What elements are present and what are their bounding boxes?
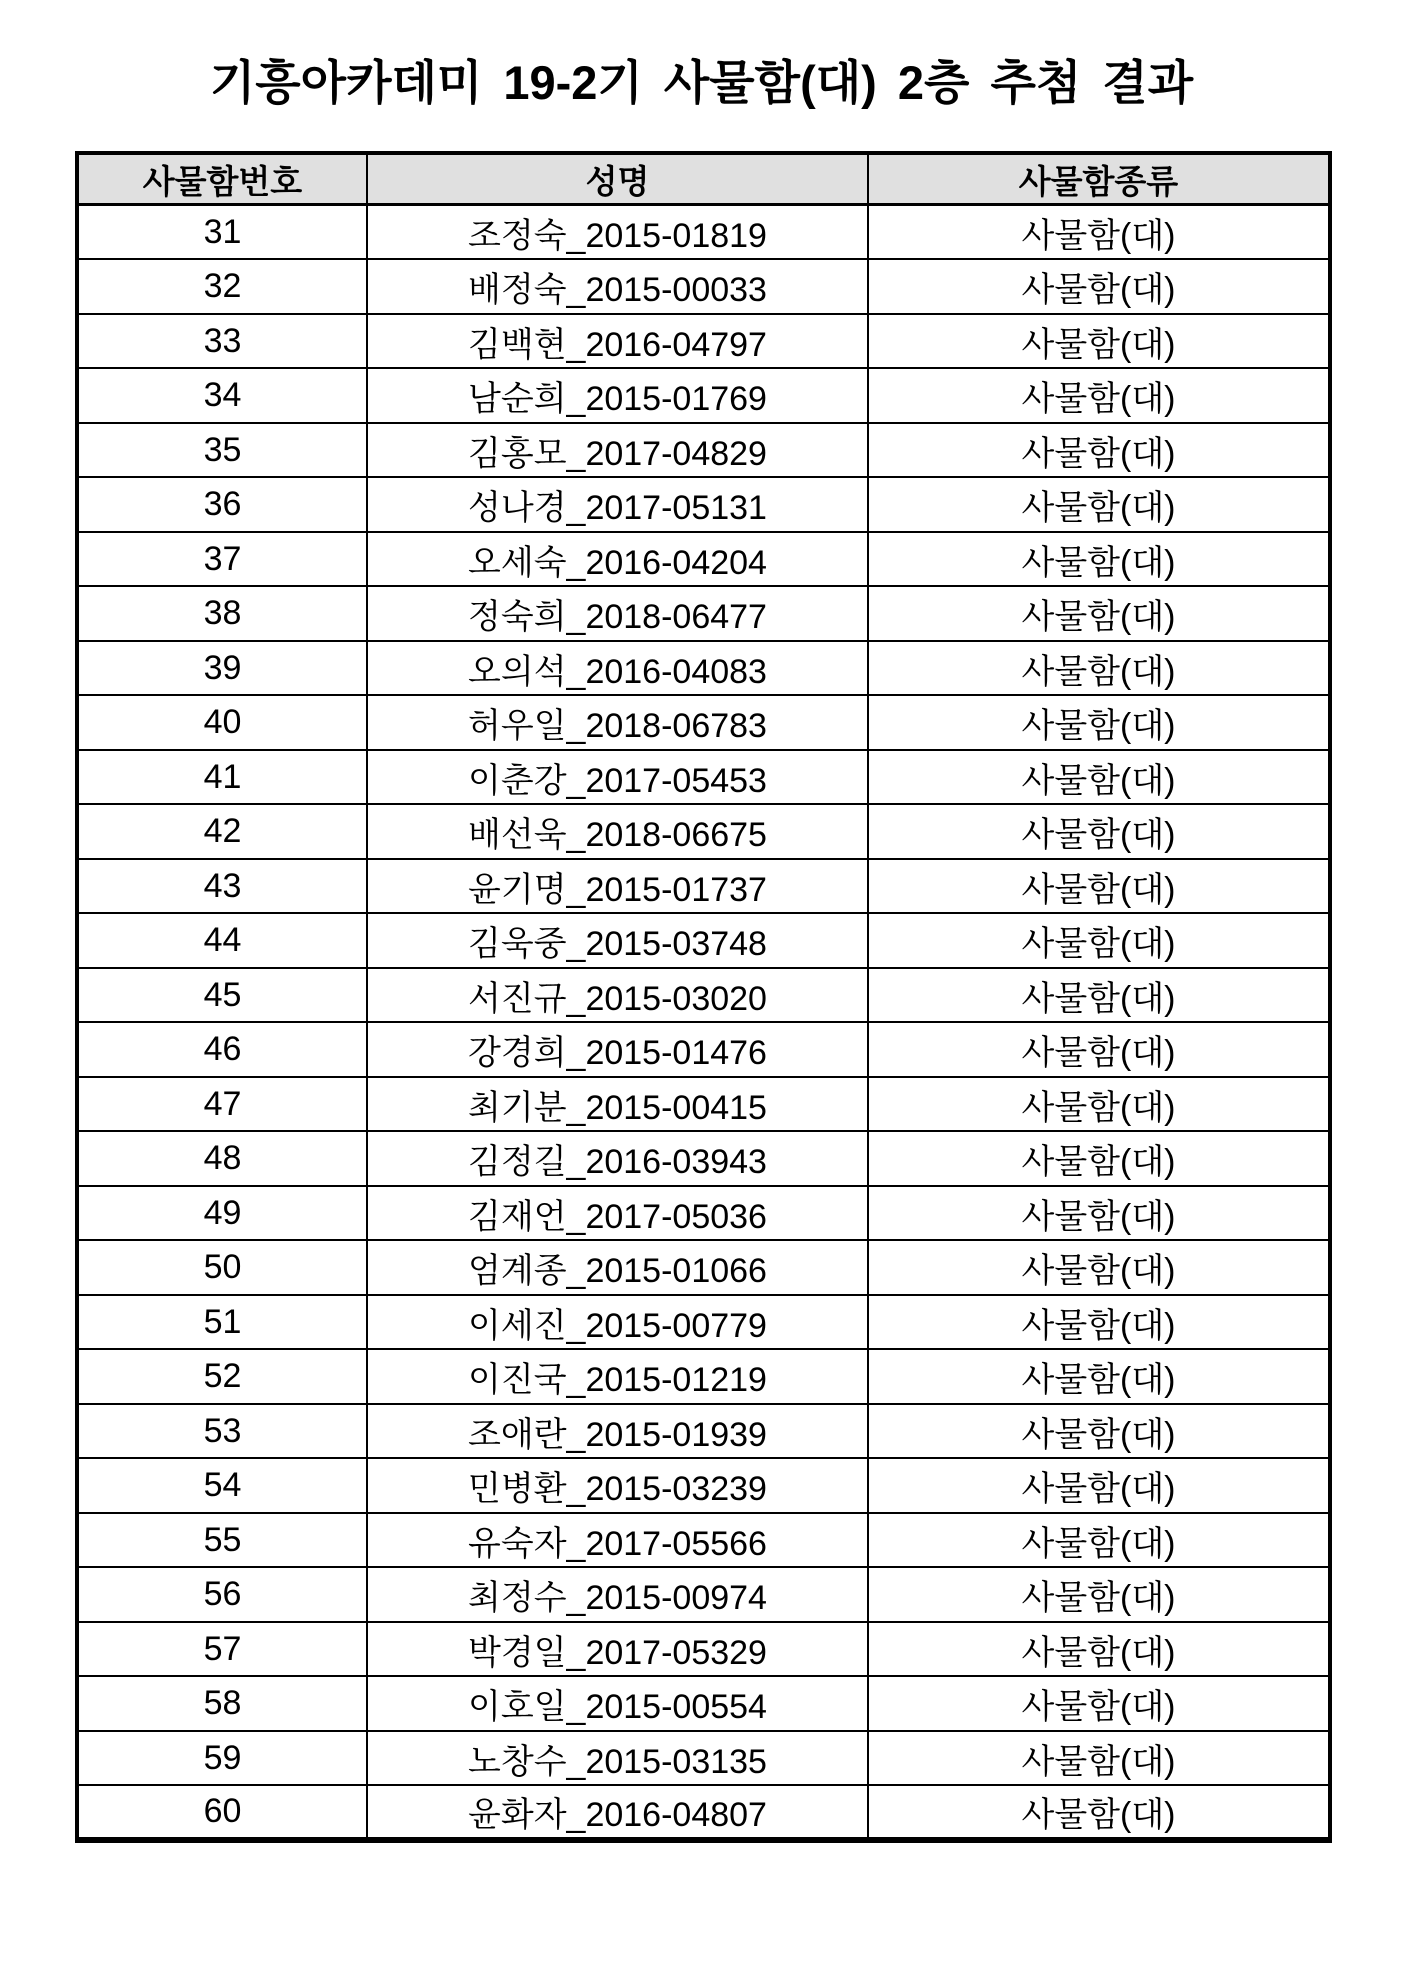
table-row bbox=[77, 859, 1330, 914]
locker-type-cell: 사물함(대) bbox=[868, 913, 1330, 968]
table-row bbox=[77, 532, 1330, 587]
locker-type-cell: 사물함(대) bbox=[868, 1131, 1330, 1186]
member-name-cell: 서진규_2015-03020 bbox=[367, 968, 868, 1023]
member-name-cell: 민병환_2015-03239 bbox=[367, 1458, 868, 1513]
member-name-cell: 배선욱_2018-06675 bbox=[367, 804, 868, 859]
member-name-cell: 이춘강_2017-05453 bbox=[367, 750, 868, 805]
locker-number-cell: 35 bbox=[77, 423, 367, 478]
page-title: 기흥아카데미 19-2기 사물함(대) 2층 추첨 결과 bbox=[209, 56, 1194, 109]
member-name-cell: 김백현_2016-04797 bbox=[367, 314, 868, 369]
locker-type-cell: 사물함(대) bbox=[868, 1295, 1330, 1350]
locker-type-cell: 사물함(대) bbox=[868, 532, 1330, 587]
table-row bbox=[77, 913, 1330, 968]
member-name-cell: 김욱중_2015-03748 bbox=[367, 913, 868, 968]
locker-type-cell: 사물함(대) bbox=[868, 695, 1330, 750]
table-row bbox=[77, 695, 1330, 750]
locker-number-cell: 39 bbox=[77, 641, 367, 696]
table-row bbox=[77, 1022, 1330, 1077]
member-name-cell: 최기분_2015-00415 bbox=[367, 1077, 868, 1132]
member-name-cell: 남순희_2015-01769 bbox=[367, 368, 868, 423]
table-row bbox=[77, 205, 1330, 260]
table-row bbox=[77, 1458, 1330, 1513]
table-row bbox=[77, 1240, 1330, 1295]
locker-type-cell: 사물함(대) bbox=[868, 641, 1330, 696]
locker-table-container bbox=[75, 151, 1328, 1843]
locker-number-cell: 38 bbox=[77, 586, 367, 641]
locker-number-cell: 43 bbox=[77, 859, 367, 914]
member-name-cell: 강경희_2015-01476 bbox=[367, 1022, 868, 1077]
table-row bbox=[77, 1731, 1330, 1786]
table-row bbox=[77, 804, 1330, 859]
locker-number-cell: 32 bbox=[77, 259, 367, 314]
locker-number-cell: 33 bbox=[77, 314, 367, 369]
member-name-cell: 윤기명_2015-01737 bbox=[367, 859, 868, 914]
locker-number-cell: 55 bbox=[77, 1513, 367, 1568]
locker-number-cell: 50 bbox=[77, 1240, 367, 1295]
table-row bbox=[77, 1131, 1330, 1186]
locker-number-cell: 36 bbox=[77, 477, 367, 532]
header-row bbox=[77, 153, 1330, 205]
locker-number-cell: 53 bbox=[77, 1404, 367, 1459]
locker-type-cell: 사물함(대) bbox=[868, 859, 1330, 914]
locker-type-cell: 사물함(대) bbox=[868, 750, 1330, 805]
locker-type-cell: 사물함(대) bbox=[868, 1513, 1330, 1568]
table-row bbox=[77, 259, 1330, 314]
locker-type-cell: 사물함(대) bbox=[868, 423, 1330, 478]
member-name-cell: 엄계종_2015-01066 bbox=[367, 1240, 868, 1295]
member-name-cell: 허우일_2018-06783 bbox=[367, 695, 868, 750]
locker-type-cell: 사물함(대) bbox=[868, 1622, 1330, 1677]
locker-type-cell: 사물함(대) bbox=[868, 1077, 1330, 1132]
locker-table-body bbox=[77, 205, 1330, 1840]
table-row bbox=[77, 1295, 1330, 1350]
locker-type-cell: 사물함(대) bbox=[868, 259, 1330, 314]
locker-number-cell: 56 bbox=[77, 1567, 367, 1622]
locker-number-cell: 60 bbox=[77, 1785, 367, 1840]
locker-number-cell: 40 bbox=[77, 695, 367, 750]
locker-type-cell: 사물함(대) bbox=[868, 368, 1330, 423]
locker-number-cell: 45 bbox=[77, 968, 367, 1023]
locker-number-cell: 48 bbox=[77, 1131, 367, 1186]
table-row bbox=[77, 586, 1330, 641]
table-row bbox=[77, 750, 1330, 805]
member-name-cell: 노창수_2015-03135 bbox=[367, 1731, 868, 1786]
header-locker-number: 사물함번호 bbox=[77, 153, 367, 205]
locker-number-cell: 34 bbox=[77, 368, 367, 423]
locker-number-cell: 41 bbox=[77, 750, 367, 805]
member-name-cell: 배정숙_2015-00033 bbox=[367, 259, 868, 314]
member-name-cell: 윤화자_2016-04807 bbox=[367, 1785, 868, 1840]
table-row bbox=[77, 641, 1330, 696]
member-name-cell: 김홍모_2017-04829 bbox=[367, 423, 868, 478]
locker-number-cell: 54 bbox=[77, 1458, 367, 1513]
table-row bbox=[77, 1567, 1330, 1622]
header-locker-type: 사물함종류 bbox=[868, 153, 1330, 205]
locker-type-cell: 사물함(대) bbox=[868, 968, 1330, 1023]
member-name-cell: 성나경_2017-05131 bbox=[367, 477, 868, 532]
locker-number-cell: 31 bbox=[77, 205, 367, 260]
locker-number-cell: 42 bbox=[77, 804, 367, 859]
table-row bbox=[77, 968, 1330, 1023]
locker-number-cell: 59 bbox=[77, 1731, 367, 1786]
locker-type-cell: 사물함(대) bbox=[868, 477, 1330, 532]
member-name-cell: 유숙자_2017-05566 bbox=[367, 1513, 868, 1568]
member-name-cell: 이진국_2015-01219 bbox=[367, 1349, 868, 1404]
header-member-name: 성명 bbox=[367, 153, 868, 205]
locker-number-cell: 58 bbox=[77, 1676, 367, 1731]
locker-type-cell: 사물함(대) bbox=[868, 804, 1330, 859]
table-row bbox=[77, 1622, 1330, 1677]
locker-type-cell: 사물함(대) bbox=[868, 1404, 1330, 1459]
locker-type-cell: 사물함(대) bbox=[868, 1186, 1330, 1241]
locker-number-cell: 46 bbox=[77, 1022, 367, 1077]
table-row bbox=[77, 477, 1330, 532]
locker-type-cell: 사물함(대) bbox=[868, 1785, 1330, 1840]
member-name-cell: 최정수_2015-00974 bbox=[367, 1567, 868, 1622]
member-name-cell: 오의석_2016-04083 bbox=[367, 641, 868, 696]
locker-number-cell: 37 bbox=[77, 532, 367, 587]
table-row bbox=[77, 1077, 1330, 1132]
member-name-cell: 정숙희_2018-06477 bbox=[367, 586, 868, 641]
locker-type-cell: 사물함(대) bbox=[868, 1567, 1330, 1622]
locker-type-cell: 사물함(대) bbox=[868, 1022, 1330, 1077]
table-row bbox=[77, 1513, 1330, 1568]
locker-table-header bbox=[77, 153, 1330, 205]
locker-number-cell: 52 bbox=[77, 1349, 367, 1404]
table-row bbox=[77, 1785, 1330, 1840]
member-name-cell: 이호일_2015-00554 bbox=[367, 1676, 868, 1731]
member-name-cell: 박경일_2017-05329 bbox=[367, 1622, 868, 1677]
member-name-cell: 김정길_2016-03943 bbox=[367, 1131, 868, 1186]
locker-number-cell: 49 bbox=[77, 1186, 367, 1241]
table-row bbox=[77, 1186, 1330, 1241]
locker-type-cell: 사물함(대) bbox=[868, 314, 1330, 369]
locker-number-cell: 44 bbox=[77, 913, 367, 968]
table-row bbox=[77, 314, 1330, 369]
locker-number-cell: 51 bbox=[77, 1295, 367, 1350]
locker-type-cell: 사물함(대) bbox=[868, 1458, 1330, 1513]
member-name-cell: 조애란_2015-01939 bbox=[367, 1404, 868, 1459]
locker-type-cell: 사물함(대) bbox=[868, 205, 1330, 260]
locker-type-cell: 사물함(대) bbox=[868, 1240, 1330, 1295]
member-name-cell: 이세진_2015-00779 bbox=[367, 1295, 868, 1350]
locker-type-cell: 사물함(대) bbox=[868, 1676, 1330, 1731]
table-row bbox=[77, 1349, 1330, 1404]
locker-number-cell: 47 bbox=[77, 1077, 367, 1132]
table-row bbox=[77, 368, 1330, 423]
locker-table bbox=[75, 151, 1332, 1843]
table-row bbox=[77, 423, 1330, 478]
member-name-cell: 조정숙_2015-01819 bbox=[367, 205, 868, 260]
locker-number-cell: 57 bbox=[77, 1622, 367, 1677]
table-row bbox=[77, 1676, 1330, 1731]
member-name-cell: 김재언_2017-05036 bbox=[367, 1186, 868, 1241]
locker-type-cell: 사물함(대) bbox=[868, 1731, 1330, 1786]
table-row bbox=[77, 1404, 1330, 1459]
member-name-cell: 오세숙_2016-04204 bbox=[367, 532, 868, 587]
locker-type-cell: 사물함(대) bbox=[868, 586, 1330, 641]
locker-type-cell: 사물함(대) bbox=[868, 1349, 1330, 1404]
